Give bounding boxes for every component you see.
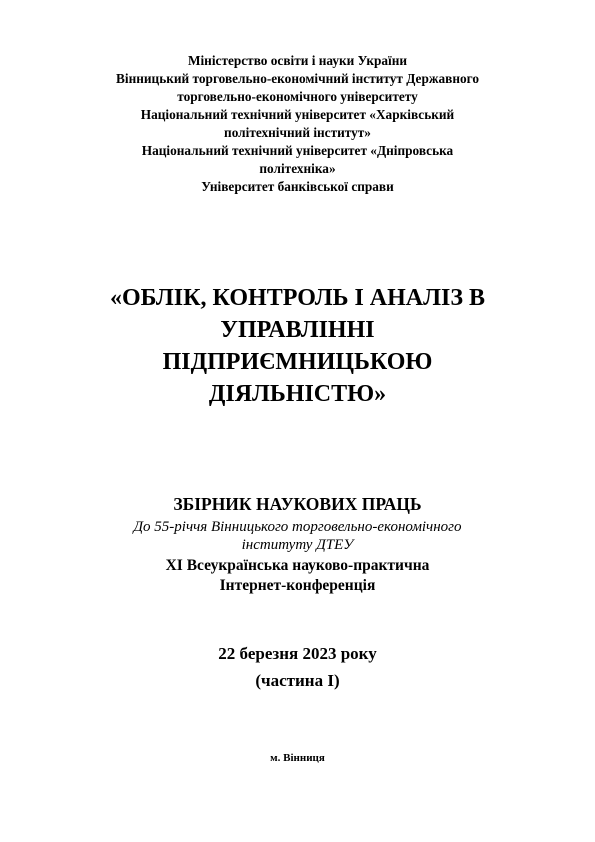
conference-date: 22 березня 2023 року xyxy=(218,644,377,663)
date-block xyxy=(60,640,535,694)
institution-line: Національний технічний університет «Харківський xyxy=(140,107,455,122)
volume-part: (частина I) xyxy=(255,671,340,690)
title-line: ДІЯЛЬНІСТЮ» xyxy=(208,381,387,407)
institution-line: торговельно-економічного університету xyxy=(177,89,418,104)
institution-line: Університет банківської справи xyxy=(201,179,394,194)
dedication xyxy=(60,518,535,554)
title-line: УПРАВЛІННІ xyxy=(220,317,375,343)
collection-block xyxy=(60,493,535,596)
conference-name xyxy=(60,556,535,596)
conference-line: Інтернет-конференція xyxy=(219,577,376,594)
title-line: «ОБЛІК, КОНТРОЛЬ І АНАЛІЗ В xyxy=(109,285,486,311)
institutions-header xyxy=(60,52,535,196)
institution-line: Міністерство освіти і науки України xyxy=(187,53,408,68)
conference-line: XI Всеукраїнська науково-практична xyxy=(165,557,430,574)
institution-line: Національний технічний університет «Дніпровська xyxy=(141,143,454,158)
institution-line: політехніка» xyxy=(259,161,336,176)
institution-line: політехнічний інститут» xyxy=(224,125,371,140)
dedication-line: інституту ДТЕУ xyxy=(241,537,354,553)
city-label: м. Вінниця xyxy=(270,752,325,764)
institution-line: Вінницький торговельно-економічний інститут Державного xyxy=(116,71,479,86)
title-line: ПІДПРИЄМНИЦЬКОЮ xyxy=(162,349,433,375)
document-title xyxy=(70,282,525,410)
dedication-line: До 55-річчя Вінницького торговельно-економічного xyxy=(133,519,462,535)
collection-title: ЗБІРНИК НАУКОВИХ ПРАЦЬ xyxy=(173,494,422,514)
